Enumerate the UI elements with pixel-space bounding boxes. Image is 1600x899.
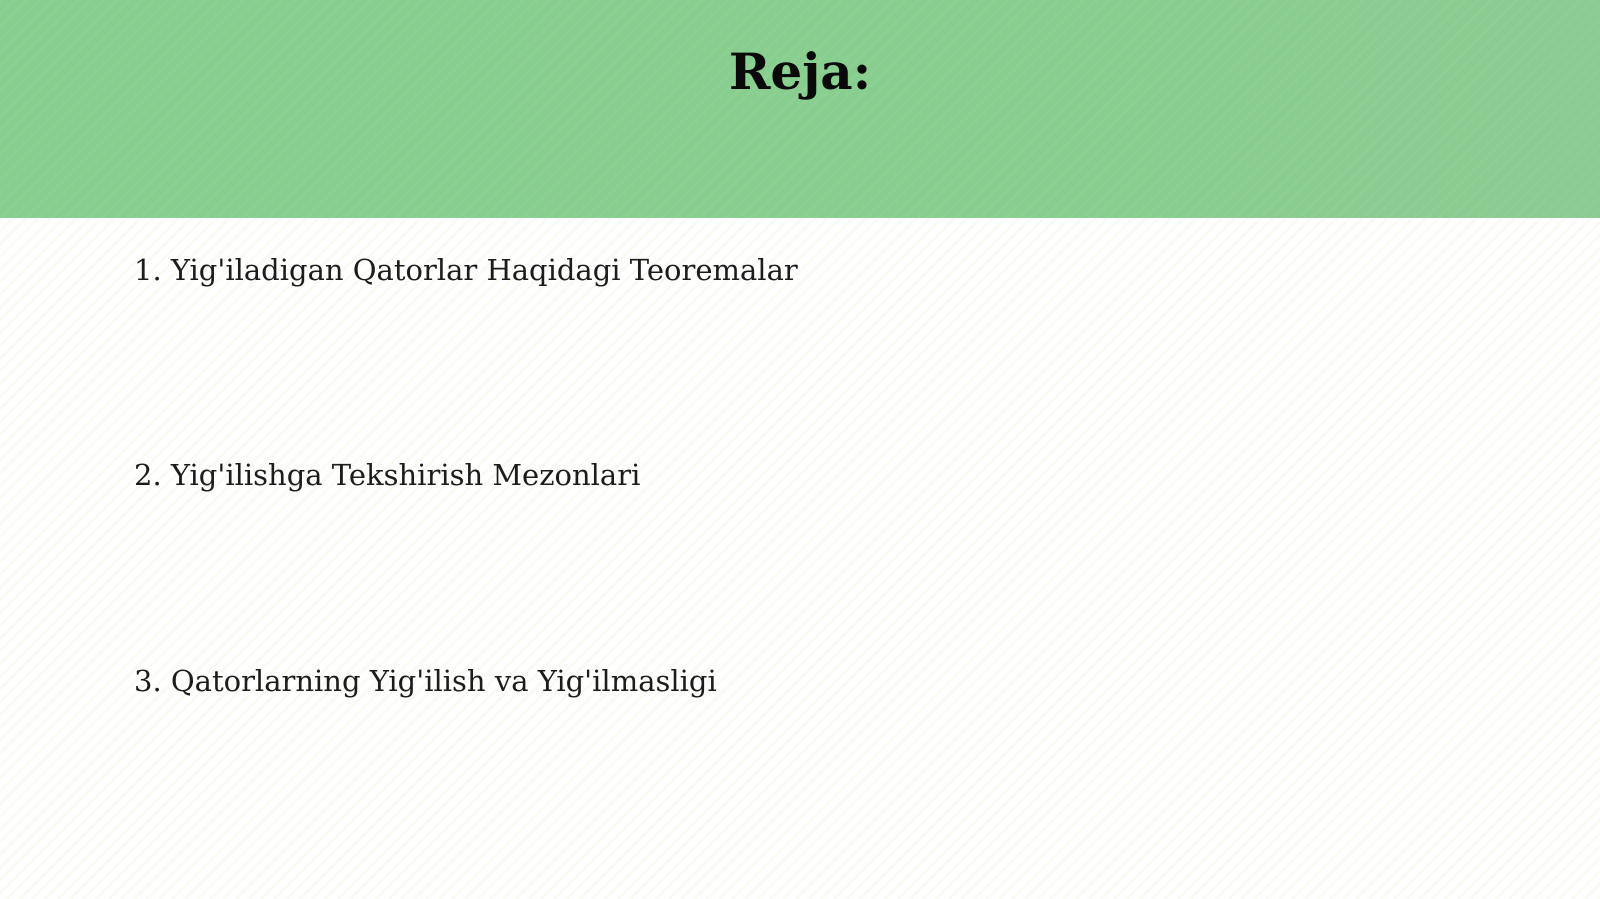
header-band xyxy=(0,0,1600,218)
plan-item-2: 2. Yig'ilishga Tekshirish Mezonlari xyxy=(134,458,641,492)
plan-item-3: 3. Qatorlarning Yig'ilish va Yig'ilmasligi xyxy=(134,664,717,698)
slide-title: Reja: xyxy=(728,42,872,101)
plan-item-1: 1. Yig'iladigan Qatorlar Haqidagi Teoremalar xyxy=(134,253,798,287)
